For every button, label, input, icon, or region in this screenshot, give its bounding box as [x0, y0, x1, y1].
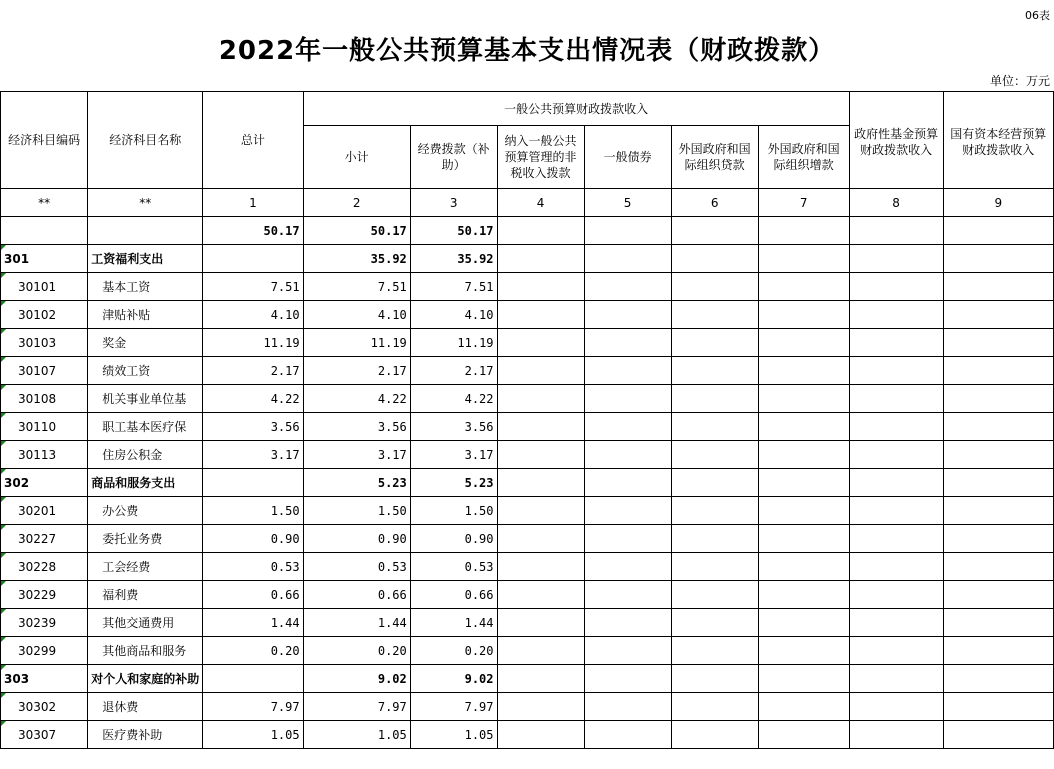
index-cell: 7	[758, 189, 849, 217]
empty-cell	[943, 553, 1053, 581]
empty-cell	[497, 245, 584, 273]
empty-cell	[671, 469, 758, 497]
empty-cell	[497, 329, 584, 357]
empty-cell	[758, 497, 849, 525]
row-total: 7.97	[203, 693, 303, 721]
empty-cell	[671, 357, 758, 385]
empty-cell	[849, 525, 943, 553]
empty-cell	[671, 497, 758, 525]
row-code-text: 30302	[18, 699, 57, 714]
row-name: 机关事业单位基	[88, 385, 203, 413]
page-tag: 06表	[1025, 9, 1050, 22]
row-code	[1, 693, 88, 721]
row-name: 工资福利支出	[88, 245, 203, 273]
row-code	[1, 469, 88, 497]
row-subtotal: 0.53	[303, 553, 410, 581]
row-subtotal: 4.22	[303, 385, 410, 413]
row-code	[1, 721, 88, 749]
empty-cell	[758, 245, 849, 273]
row-funding: 0.53	[410, 553, 497, 581]
empty-cell	[671, 441, 758, 469]
row-funding: 2.17	[410, 357, 497, 385]
cell-marker-icon	[1, 665, 6, 670]
empty-cell	[849, 581, 943, 609]
total-subtotal: 50.17	[303, 217, 410, 245]
row-code	[1, 665, 88, 693]
empty-cell	[943, 637, 1053, 665]
row-total	[203, 469, 303, 497]
table-row	[1, 357, 1054, 385]
empty-cell	[671, 273, 758, 301]
empty-cell	[758, 693, 849, 721]
row-subtotal: 0.90	[303, 525, 410, 553]
row-code	[1, 245, 88, 273]
row-total: 4.22	[203, 385, 303, 413]
empty-cell	[943, 693, 1053, 721]
row-code	[1, 329, 88, 357]
empty-cell	[849, 553, 943, 581]
header-grant: 外国政府和国际组织增款	[758, 126, 849, 189]
row-funding: 0.66	[410, 581, 497, 609]
empty-cell	[849, 301, 943, 329]
empty-cell	[849, 497, 943, 525]
row-total: 1.44	[203, 609, 303, 637]
index-cell: 2	[303, 189, 410, 217]
index-cell: **	[88, 189, 203, 217]
empty-cell	[497, 693, 584, 721]
index-cell: 1	[203, 189, 303, 217]
row-code	[1, 581, 88, 609]
row-code	[1, 637, 88, 665]
empty-cell	[497, 469, 584, 497]
empty-cell	[584, 665, 671, 693]
row-code-text: 30307	[18, 727, 57, 742]
cell-marker-icon	[1, 637, 6, 642]
cell-marker-icon	[1, 693, 6, 698]
row-subtotal: 35.92	[303, 245, 410, 273]
row-total: 0.53	[203, 553, 303, 581]
header-stateown: 国有资本经营预算财政拨款收入	[943, 92, 1053, 189]
row-total: 2.17	[203, 357, 303, 385]
empty-cell	[943, 665, 1053, 693]
row-total: 1.05	[203, 721, 303, 749]
page-title: 2022年一般公共预算基本支出情况表（财政拨款）	[218, 36, 836, 66]
empty-cell	[849, 245, 943, 273]
row-code	[1, 357, 88, 385]
empty-cell	[671, 329, 758, 357]
empty-cell	[943, 441, 1053, 469]
table-header	[1, 92, 1054, 189]
empty-cell	[758, 469, 849, 497]
empty-cell	[758, 273, 849, 301]
row-subtotal: 0.20	[303, 637, 410, 665]
unit-label: 单位：万元	[989, 74, 1050, 88]
header-bond: 一般债券	[584, 126, 671, 189]
row-code-text: 303	[4, 671, 30, 686]
row-name: 福利费	[88, 581, 203, 609]
table-row	[1, 273, 1054, 301]
empty-cell	[943, 525, 1053, 553]
row-subtotal: 9.02	[303, 665, 410, 693]
empty-cell	[758, 637, 849, 665]
row-name: 绩效工资	[88, 357, 203, 385]
index-cell: 3	[410, 189, 497, 217]
empty-cell	[943, 385, 1053, 413]
table-row	[1, 301, 1054, 329]
empty-cell	[758, 553, 849, 581]
empty-cell	[671, 525, 758, 553]
empty-cell	[584, 301, 671, 329]
row-code-text: 30102	[18, 307, 57, 322]
row-funding: 0.90	[410, 525, 497, 553]
empty-cell	[758, 525, 849, 553]
empty-cell	[497, 525, 584, 553]
row-code-text: 30113	[18, 447, 57, 462]
empty-cell	[584, 525, 671, 553]
empty-cell	[497, 665, 584, 693]
empty-cell	[671, 385, 758, 413]
cell-marker-icon	[1, 581, 6, 586]
row-name: 退休费	[88, 693, 203, 721]
total-funding: 50.17	[410, 217, 497, 245]
empty-cell	[671, 637, 758, 665]
cell-marker-icon	[1, 357, 6, 362]
row-code	[1, 525, 88, 553]
row-code	[1, 441, 88, 469]
table-row	[1, 329, 1054, 357]
empty-cell	[584, 721, 671, 749]
row-total	[203, 665, 303, 693]
empty-cell	[671, 581, 758, 609]
row-funding: 1.44	[410, 609, 497, 637]
total-name	[88, 217, 203, 245]
table-row	[1, 441, 1054, 469]
row-name: 基本工资	[88, 273, 203, 301]
empty-cell	[497, 413, 584, 441]
row-funding: 7.97	[410, 693, 497, 721]
row-subtotal: 1.50	[303, 497, 410, 525]
empty-cell	[671, 413, 758, 441]
table-row	[1, 637, 1054, 665]
header-code: 经济科目编码	[1, 92, 88, 189]
row-code-text: 30239	[18, 615, 57, 630]
row-funding: 11.19	[410, 329, 497, 357]
row-subtotal: 2.17	[303, 357, 410, 385]
empty-cell	[943, 245, 1053, 273]
empty-cell	[497, 497, 584, 525]
table-row	[1, 721, 1054, 749]
table-row	[1, 553, 1054, 581]
header-group: 一般公共预算财政拨款收入	[303, 92, 849, 126]
table-row	[1, 245, 1054, 273]
empty-cell	[497, 553, 584, 581]
empty-cell	[849, 469, 943, 497]
empty-cell	[758, 721, 849, 749]
empty-cell	[943, 609, 1053, 637]
row-total	[203, 245, 303, 273]
empty-cell	[849, 273, 943, 301]
cell-marker-icon	[1, 497, 6, 502]
row-name: 商品和服务支出	[88, 469, 203, 497]
empty-cell	[497, 441, 584, 469]
index-row	[1, 189, 1054, 217]
row-code-text: 30299	[18, 643, 57, 658]
row-code	[1, 301, 88, 329]
empty-cell	[849, 385, 943, 413]
empty-cell	[758, 609, 849, 637]
empty-cell	[943, 721, 1053, 749]
row-name: 津贴补贴	[88, 301, 203, 329]
empty-cell	[671, 301, 758, 329]
empty-cell	[671, 553, 758, 581]
row-name: 其他交通费用	[88, 609, 203, 637]
cell-marker-icon	[1, 385, 6, 390]
row-subtotal: 4.10	[303, 301, 410, 329]
cell-marker-icon	[1, 469, 6, 474]
empty-cell	[584, 581, 671, 609]
row-name: 其他商品和服务	[88, 637, 203, 665]
row-code-text: 30227	[18, 531, 57, 546]
empty-cell	[671, 665, 758, 693]
row-funding: 7.51	[410, 273, 497, 301]
row-total: 11.19	[203, 329, 303, 357]
row-total: 7.51	[203, 273, 303, 301]
row-subtotal: 11.19	[303, 329, 410, 357]
empty-cell	[943, 273, 1053, 301]
empty-cell	[758, 357, 849, 385]
empty-cell	[584, 413, 671, 441]
table-row	[1, 469, 1054, 497]
row-name: 委托业务费	[88, 525, 203, 553]
empty-cell	[758, 665, 849, 693]
total-code	[1, 217, 88, 245]
row-name: 住房公积金	[88, 441, 203, 469]
row-code	[1, 273, 88, 301]
row-subtotal: 7.97	[303, 693, 410, 721]
row-funding: 1.05	[410, 721, 497, 749]
row-code-text: 30107	[18, 363, 57, 378]
row-code-text: 302	[4, 475, 30, 490]
row-code	[1, 609, 88, 637]
row-code-text: 30110	[18, 419, 57, 434]
empty-cell	[671, 721, 758, 749]
table-row	[1, 385, 1054, 413]
total-total: 50.17	[203, 217, 303, 245]
row-funding: 3.17	[410, 441, 497, 469]
cell-marker-icon	[1, 329, 6, 334]
table-body	[1, 189, 1054, 749]
empty-cell	[584, 637, 671, 665]
table-row	[1, 693, 1054, 721]
empty-cell	[584, 441, 671, 469]
empty-cell	[497, 609, 584, 637]
empty-cell	[584, 385, 671, 413]
empty-cell	[671, 693, 758, 721]
empty-cell	[497, 301, 584, 329]
header-funding: 经费拨款（补助）	[410, 126, 497, 189]
cell-marker-icon	[1, 413, 6, 418]
empty-cell	[758, 301, 849, 329]
index-cell: 5	[584, 189, 671, 217]
table-row	[1, 581, 1054, 609]
empty-cell	[584, 609, 671, 637]
empty-cell	[584, 329, 671, 357]
empty-cell	[849, 693, 943, 721]
index-cell: 4	[497, 189, 584, 217]
empty-cell	[584, 497, 671, 525]
index-cell: 9	[943, 189, 1053, 217]
row-total: 4.10	[203, 301, 303, 329]
cell-marker-icon	[1, 553, 6, 558]
empty-cell	[497, 637, 584, 665]
table-row	[1, 665, 1054, 693]
empty-cell	[584, 693, 671, 721]
row-funding: 35.92	[410, 245, 497, 273]
row-code	[1, 413, 88, 441]
row-subtotal: 0.66	[303, 581, 410, 609]
row-name: 医疗费补助	[88, 721, 203, 749]
row-subtotal: 1.05	[303, 721, 410, 749]
row-funding: 9.02	[410, 665, 497, 693]
row-funding: 4.22	[410, 385, 497, 413]
header-fund: 政府性基金预算财政拨款收入	[849, 92, 943, 189]
cell-marker-icon	[1, 245, 6, 250]
index-cell: **	[1, 189, 88, 217]
row-total: 3.56	[203, 413, 303, 441]
row-code-text: 30101	[18, 279, 57, 294]
row-funding: 0.20	[410, 637, 497, 665]
row-funding: 3.56	[410, 413, 497, 441]
row-name: 对个人和家庭的补助	[88, 665, 203, 693]
empty-cell	[849, 721, 943, 749]
row-total: 0.20	[203, 637, 303, 665]
row-total: 0.90	[203, 525, 303, 553]
row-code-text: 30201	[18, 503, 57, 518]
empty-cell	[849, 413, 943, 441]
header-loan: 外国政府和国际组织贷款	[671, 126, 758, 189]
cell-marker-icon	[1, 525, 6, 530]
empty-cell	[497, 385, 584, 413]
row-total: 0.66	[203, 581, 303, 609]
row-funding: 4.10	[410, 301, 497, 329]
table-row	[1, 525, 1054, 553]
table-row	[1, 413, 1054, 441]
cell-marker-icon	[1, 301, 6, 306]
index-cell: 6	[671, 189, 758, 217]
row-code	[1, 553, 88, 581]
empty-cell	[849, 441, 943, 469]
empty-cell	[943, 301, 1053, 329]
empty-cell	[758, 581, 849, 609]
empty-cell	[943, 497, 1053, 525]
empty-cell	[849, 609, 943, 637]
cell-marker-icon	[1, 441, 6, 446]
cell-marker-icon	[1, 609, 6, 614]
empty-cell	[584, 553, 671, 581]
header-name: 经济科目名称	[88, 92, 203, 189]
empty-cell	[584, 469, 671, 497]
table-row	[1, 497, 1054, 525]
total-row	[1, 217, 1054, 245]
row-subtotal: 1.44	[303, 609, 410, 637]
row-name: 奖金	[88, 329, 203, 357]
row-code-text: 30229	[18, 587, 57, 602]
row-code-text: 301	[4, 251, 30, 266]
row-subtotal: 5.23	[303, 469, 410, 497]
row-code	[1, 385, 88, 413]
row-code-text: 30103	[18, 335, 57, 350]
row-code-text: 30108	[18, 391, 57, 406]
empty-cell	[497, 273, 584, 301]
cell-marker-icon	[1, 273, 6, 278]
empty-cell	[497, 721, 584, 749]
row-name: 职工基本医疗保	[88, 413, 203, 441]
row-subtotal: 3.56	[303, 413, 410, 441]
header-nontax: 纳入一般公共预算管理的非税收入拨款	[497, 126, 584, 189]
row-total: 1.50	[203, 497, 303, 525]
header-total: 总计	[203, 92, 303, 189]
budget-table	[0, 91, 1054, 749]
empty-cell	[943, 413, 1053, 441]
row-funding: 1.50	[410, 497, 497, 525]
table-row	[1, 609, 1054, 637]
empty-cell	[497, 581, 584, 609]
row-total: 3.17	[203, 441, 303, 469]
row-funding: 5.23	[410, 469, 497, 497]
empty-cell	[943, 581, 1053, 609]
empty-cell	[497, 357, 584, 385]
empty-cell	[584, 357, 671, 385]
empty-cell	[943, 469, 1053, 497]
row-name: 工会经费	[88, 553, 203, 581]
empty-cell	[849, 357, 943, 385]
empty-cell	[671, 245, 758, 273]
empty-cell	[849, 329, 943, 357]
row-code-text: 30228	[18, 559, 57, 574]
cell-marker-icon	[1, 721, 6, 726]
empty-cell	[849, 665, 943, 693]
row-subtotal: 3.17	[303, 441, 410, 469]
empty-cell	[671, 609, 758, 637]
empty-cell	[584, 245, 671, 273]
empty-cell	[758, 413, 849, 441]
empty-cell	[849, 637, 943, 665]
row-subtotal: 7.51	[303, 273, 410, 301]
empty-cell	[943, 357, 1053, 385]
row-name: 办公费	[88, 497, 203, 525]
empty-cell	[943, 329, 1053, 357]
empty-cell	[758, 329, 849, 357]
header-subtotal: 小计	[303, 126, 410, 189]
empty-cell	[758, 385, 849, 413]
empty-cell	[758, 441, 849, 469]
empty-cell	[584, 273, 671, 301]
index-cell: 8	[849, 189, 943, 217]
row-code	[1, 497, 88, 525]
